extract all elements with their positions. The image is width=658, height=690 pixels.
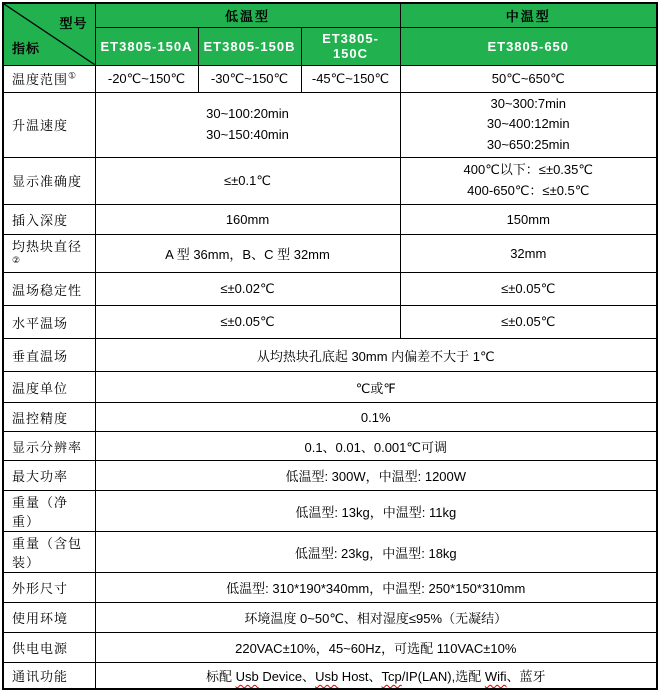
row-communication — [3, 663, 657, 689]
row-label: 通讯功能 — [3, 663, 95, 689]
field-stability-mid: ≤±0.05℃ — [400, 273, 657, 306]
row-label: 温场稳定性 — [3, 273, 95, 306]
model-header-150b: ET3805-150B — [198, 27, 301, 65]
row-dimensions — [3, 573, 657, 603]
power-supply-value: 220VAC±10%，45~60Hz，可选配 110VAC±10% — [95, 633, 657, 663]
row-vertical-field — [3, 339, 657, 372]
row-net-weight — [3, 491, 657, 532]
row-gross-weight — [3, 532, 657, 573]
row-label: 外形尺寸 — [3, 573, 95, 603]
spellcheck-word: Usb — [235, 668, 259, 684]
spellcheck-word: Wifi — [484, 668, 507, 684]
dimensions-value: 低温型: 310*190*340mm，中温型: 250*150*310mm — [95, 573, 657, 603]
footnote-mark-2: ② — [12, 254, 21, 265]
row-label: 垂直温场 — [3, 339, 95, 372]
horizontal-field-low: ≤±0.05℃ — [95, 306, 400, 339]
row-heating-rate — [3, 92, 657, 157]
horizontal-field-mid: ≤±0.05℃ — [400, 306, 657, 339]
temp-range-150a: -20℃~150℃ — [95, 65, 198, 92]
row-max-power — [3, 461, 657, 491]
field-stability-low: ≤±0.02℃ — [95, 273, 400, 306]
row-block-diameter — [3, 234, 657, 272]
gross-weight-value: 低温型: 23kg，中温型: 18kg — [95, 532, 657, 573]
row-label: 温控精度 — [3, 403, 95, 432]
row-display-resolution — [3, 432, 657, 461]
corner-model-label: 型号 — [59, 16, 88, 31]
spec-table — [2, 2, 658, 690]
block-diameter-mid: 32mm — [400, 234, 657, 272]
row-label: 使用环境 — [3, 603, 95, 633]
display-resolution-value: 0.1、0.01、0.001℃可调 — [95, 432, 657, 461]
row-label: 重量（含包装） — [3, 532, 95, 573]
insertion-depth-low: 160mm — [95, 204, 400, 234]
row-label: 温度单位 — [3, 372, 95, 403]
corner-header-cell — [3, 3, 95, 65]
model-header-150a: ET3805-150A — [95, 27, 198, 65]
display-accuracy-mid: 400℃以下：≤±0.35℃ 400-650℃：≤±0.5℃ — [400, 157, 657, 204]
footnote-mark-1: ① — [68, 70, 77, 81]
net-weight-value: 低温型: 13kg，中温型: 11kg — [95, 491, 657, 532]
row-field-stability — [3, 273, 657, 306]
operating-environment-value: 环境温度 0~50℃、相对湿度≤95%（无凝结） — [95, 603, 657, 633]
vertical-field-value: 从均热块孔底起 30mm 内偏差不大于 1℃ — [95, 339, 657, 372]
row-label: 供电电源 — [3, 633, 95, 663]
group-header-low-temp: 低温型 — [95, 3, 400, 27]
communication-value: 标配 Usb Device、Usb Host、Tcp/IP(LAN),选配 Wifi、蓝牙 — [95, 663, 657, 689]
row-label: 温度范围① — [3, 65, 95, 92]
heating-rate-low: 30~100:20min 30~150:40min — [95, 92, 400, 157]
heating-rate-mid: 30~300:7min 30~400:12min 30~650:25min — [400, 92, 657, 157]
row-display-accuracy — [3, 157, 657, 204]
row-label: 最大功率 — [3, 461, 95, 491]
row-power-supply — [3, 633, 657, 663]
temp-range-650: 50℃~650℃ — [400, 65, 657, 92]
spellcheck-word: Tcp — [381, 668, 402, 684]
row-label: 水平温场 — [3, 306, 95, 339]
model-header-650: ET3805-650 — [400, 27, 657, 65]
group-header-mid-temp: 中温型 — [400, 3, 657, 27]
max-power-value: 低温型: 300W，中温型: 1200W — [95, 461, 657, 491]
insertion-depth-mid: 150mm — [400, 204, 657, 234]
corner-index-label: 指标 — [12, 40, 41, 56]
row-insertion-depth — [3, 204, 657, 234]
row-label: 升温速度 — [3, 92, 95, 157]
temp-range-150c: -45℃~150℃ — [301, 65, 400, 92]
row-label: 重量（净重） — [3, 491, 95, 532]
row-label: 均热块直径② — [3, 234, 95, 272]
row-label: 显示分辨率 — [3, 432, 95, 461]
row-control-precision — [3, 403, 657, 432]
temp-unit-value: ℃或℉ — [95, 372, 657, 403]
block-diameter-low: A 型 36mm，B、C 型 32mm — [95, 234, 400, 272]
header-group-row — [3, 3, 657, 27]
row-label: 插入深度 — [3, 204, 95, 234]
spellcheck-word: Usb — [315, 668, 339, 684]
row-operating-environment — [3, 603, 657, 633]
control-precision-value: 0.1% — [95, 403, 657, 432]
row-horizontal-field — [3, 306, 657, 339]
model-header-150c: ET3805-150C — [301, 27, 400, 65]
row-label: 显示准确度 — [3, 157, 95, 204]
row-temp-unit — [3, 372, 657, 403]
header-model-row — [3, 27, 657, 65]
display-accuracy-low: ≤±0.1℃ — [95, 157, 400, 204]
temp-range-150b: -30℃~150℃ — [198, 65, 301, 92]
row-temp-range — [3, 65, 657, 92]
